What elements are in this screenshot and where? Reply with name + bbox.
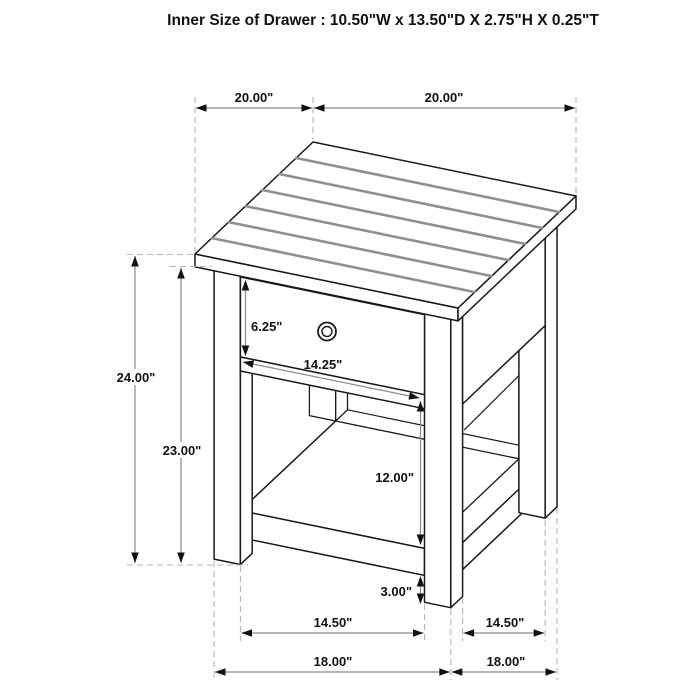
back-leg-side-face <box>336 391 348 422</box>
dim-label-overall-height: 24.00" <box>116 370 156 385</box>
dim-label-base-front-width: 18.00" <box>313 654 353 669</box>
dim-label-height-below-top: 23.00" <box>162 443 202 458</box>
dim-label-top-edge-right: 20.00" <box>424 90 464 105</box>
table-drawing <box>195 142 576 608</box>
dim-label-front-inner-span: 14.50" <box>313 615 353 630</box>
dim-label-drawer-front-width: 14.25" <box>303 357 343 372</box>
page-title: Inner Size of Drawer : 10.50"W x 13.50"D X 2.75"H X 0.25"T <box>167 12 599 29</box>
front-right-leg <box>425 301 463 607</box>
dim-label-shelf-bottom-height: 3.00" <box>380 584 412 599</box>
dim-label-top-edge-left: 20.00" <box>234 90 274 105</box>
dim-label-base-side-depth: 18.00" <box>486 654 526 669</box>
back-leg-front-face <box>309 385 335 421</box>
dim-label-side-inner-span: 14.50" <box>485 615 525 630</box>
dim-label-drawer-front-height: 6.25" <box>251 319 283 334</box>
dim-label-open-shelf-clearance: 12.00" <box>375 470 414 485</box>
